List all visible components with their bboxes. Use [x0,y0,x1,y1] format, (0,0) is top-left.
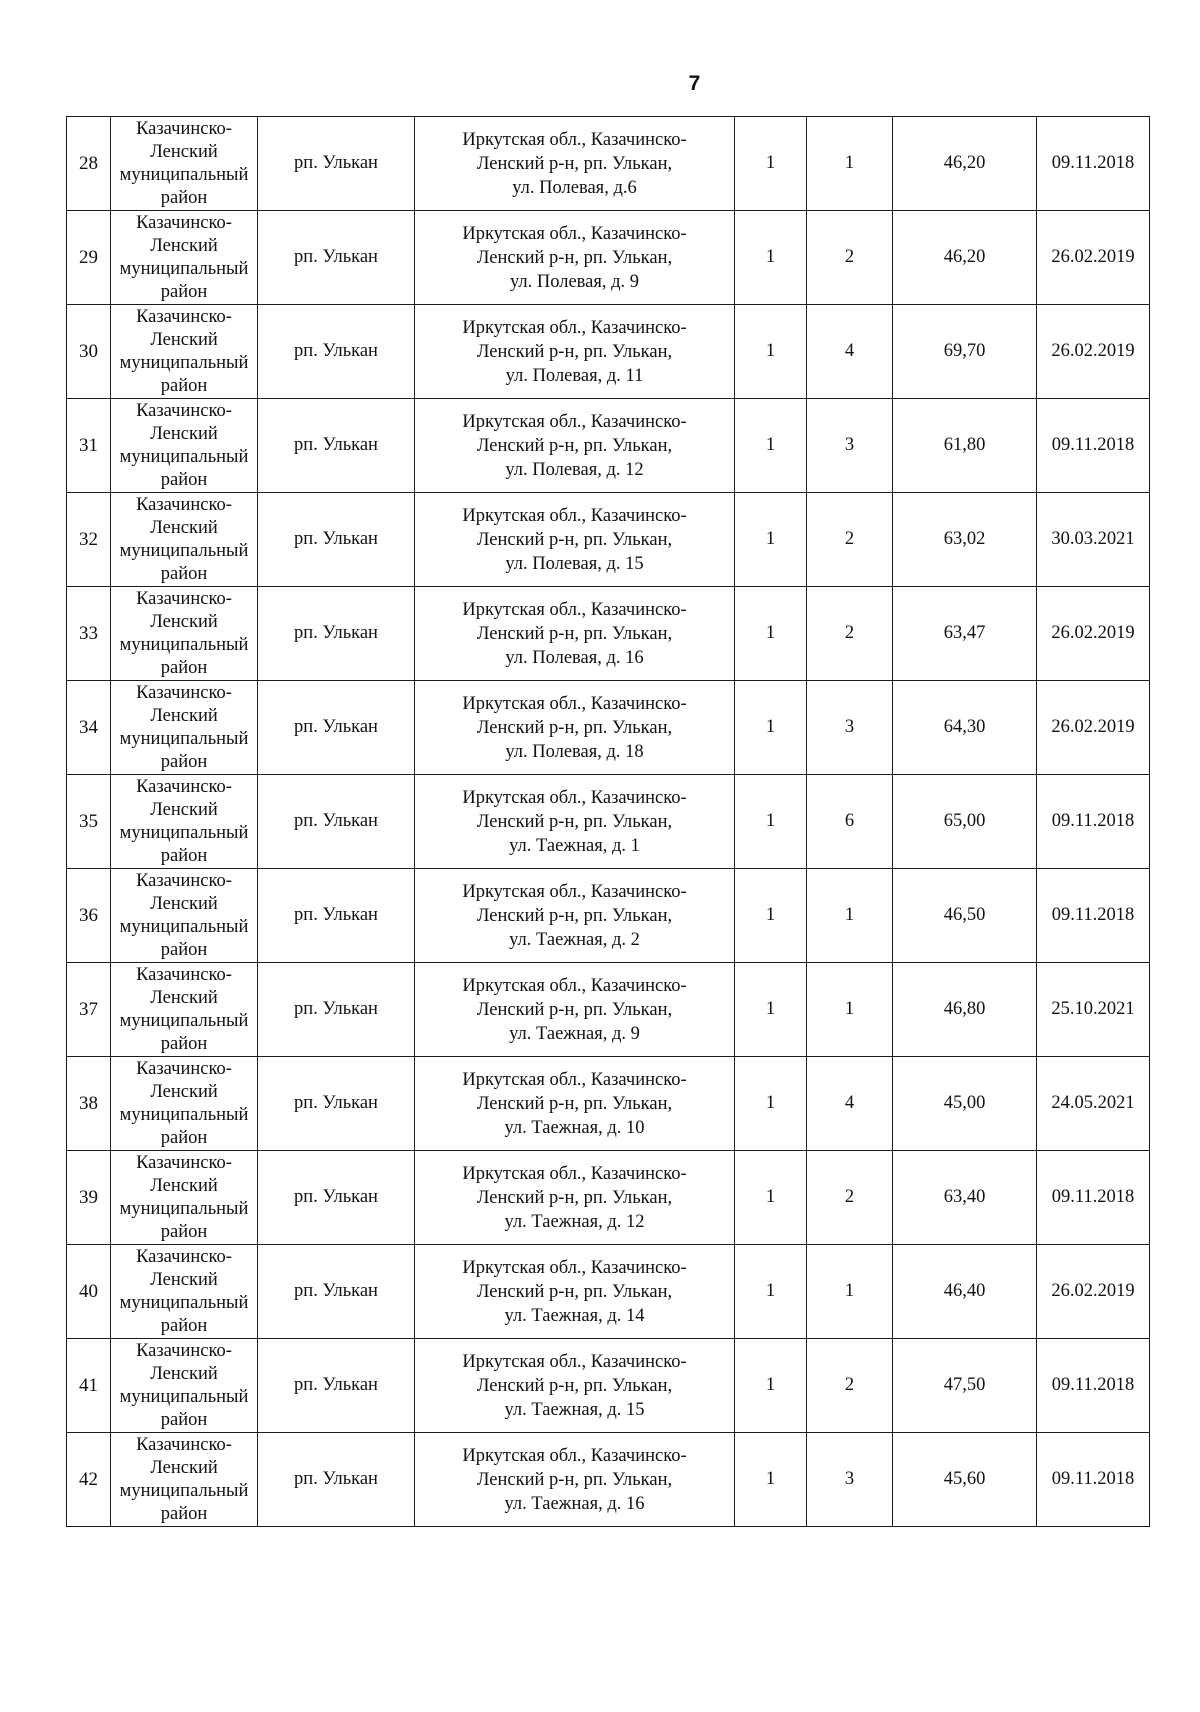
date-cell: 09.11.2018 [1037,117,1150,211]
district-line: Казачинско- [136,588,232,609]
count-cell: 1 [735,587,807,681]
district-line: Казачинско- [136,494,232,515]
rooms-cell: 6 [807,775,893,869]
district-line: район [160,375,208,396]
row-number-cell: 33 [67,587,111,681]
address-line: Ленский р-н, рп. Улькан, [476,717,673,738]
table-body [67,117,1150,1527]
date-cell: 26.02.2019 [1037,681,1150,775]
rooms-cell: 2 [807,493,893,587]
district-line: Ленский [150,141,218,162]
date-cell: 09.11.2018 [1037,1339,1150,1433]
address-line: ул. Таежная, д. 9 [509,1023,640,1044]
district-cell [111,1245,258,1339]
address-line: ул. Полевая, д. 18 [505,741,644,762]
address-line: Ленский р-н, рп. Улькан, [476,247,673,268]
area-cell: 64,30 [893,681,1037,775]
row-number-cell: 40 [67,1245,111,1339]
date-cell: 26.02.2019 [1037,305,1150,399]
district-line: муниципальный [119,1010,249,1031]
count-cell: 1 [735,775,807,869]
district-line: муниципальный [119,822,249,843]
settlement-cell: рп. Улькан [258,775,415,869]
address-line: Иркутская обл., Казачинско- [462,693,687,714]
area-cell: 46,40 [893,1245,1037,1339]
rooms-cell: 4 [807,305,893,399]
address-cell [415,399,735,493]
district-cell [111,1057,258,1151]
district-line: район [160,469,208,490]
table-row [67,1339,1150,1433]
address-line: Иркутская обл., Казачинско- [462,1351,687,1372]
district-line: район [160,563,208,584]
rooms-cell: 3 [807,399,893,493]
table-row [67,305,1150,399]
district-line: Казачинско- [136,306,232,327]
address-line: Ленский р-н, рп. Улькан, [476,1375,673,1396]
date-cell: 25.10.2021 [1037,963,1150,1057]
table-row [67,493,1150,587]
address-line: Ленский р-н, рп. Улькан, [476,811,673,832]
address-line: Ленский р-н, рп. Улькан, [476,999,673,1020]
address-line: Иркутская обл., Казачинско- [462,505,687,526]
district-line: Ленский [150,517,218,538]
count-cell: 1 [735,399,807,493]
district-line: муниципальный [119,1198,249,1219]
settlement-cell: рп. Улькан [258,211,415,305]
row-number-cell: 39 [67,1151,111,1245]
row-number-cell: 29 [67,211,111,305]
address-line: Иркутская обл., Казачинско- [462,881,687,902]
settlement-cell: рп. Улькан [258,305,415,399]
settlement-cell: рп. Улькан [258,681,415,775]
district-line: муниципальный [119,1292,249,1313]
settlement-cell: рп. Улькан [258,963,415,1057]
district-line: муниципальный [119,634,249,655]
district-line: муниципальный [119,728,249,749]
district-line: Казачинско- [136,1058,232,1079]
row-number-cell: 37 [67,963,111,1057]
count-cell: 1 [735,1057,807,1151]
date-cell: 24.05.2021 [1037,1057,1150,1151]
district-line: Ленский [150,423,218,444]
settlement-cell: рп. Улькан [258,869,415,963]
count-cell: 1 [735,117,807,211]
count-cell: 1 [735,493,807,587]
district-line: муниципальный [119,258,249,279]
area-cell: 69,70 [893,305,1037,399]
district-line: муниципальный [119,1386,249,1407]
page-number: 7 [688,72,702,95]
district-cell [111,869,258,963]
date-cell: 09.11.2018 [1037,399,1150,493]
rooms-cell: 2 [807,1339,893,1433]
date-cell: 26.02.2019 [1037,1245,1150,1339]
district-line: Ленский [150,1269,218,1290]
settlement-cell: рп. Улькан [258,1151,415,1245]
district-line: Ленский [150,1363,218,1384]
district-line: Казачинско- [136,400,232,421]
address-line: Ленский р-н, рп. Улькан, [476,529,673,550]
rooms-cell: 1 [807,869,893,963]
table-row [67,681,1150,775]
address-line: ул. Полевая, д. 9 [509,271,640,292]
address-line: Ленский р-н, рп. Улькан, [476,905,673,926]
address-cell [415,1057,735,1151]
rooms-cell: 3 [807,681,893,775]
district-cell [111,1151,258,1245]
address-line: Иркутская обл., Казачинско- [462,1445,687,1466]
date-cell: 26.02.2019 [1037,587,1150,681]
area-cell: 45,60 [893,1433,1037,1527]
area-cell: 46,20 [893,117,1037,211]
address-line: ул. Полевая, д. 15 [505,553,644,574]
settlement-cell: рп. Улькан [258,1339,415,1433]
address-line: Иркутская обл., Казачинско- [462,599,687,620]
district-cell [111,117,258,211]
district-line: Ленский [150,1457,218,1478]
count-cell: 1 [735,963,807,1057]
address-line: Ленский р-н, рп. Улькан, [476,153,673,174]
count-cell: 1 [735,1433,807,1527]
address-line: Иркутская обл., Казачинско- [462,787,687,808]
area-cell: 63,47 [893,587,1037,681]
address-line: ул. Полевая, д. 12 [505,459,644,480]
address-cell [415,1245,735,1339]
district-cell [111,399,258,493]
row-number-cell: 35 [67,775,111,869]
address-cell [415,587,735,681]
count-cell: 1 [735,681,807,775]
address-line: Ленский р-н, рп. Улькан, [476,1469,673,1490]
address-line: ул. Таежная, д. 1 [509,835,640,856]
address-cell [415,963,735,1057]
address-line: ул. Таежная, д. 10 [504,1117,645,1138]
row-number-cell: 31 [67,399,111,493]
address-line: Ленский р-н, рп. Улькан, [476,623,673,644]
row-number-cell: 28 [67,117,111,211]
rooms-cell: 2 [807,587,893,681]
row-number-cell: 34 [67,681,111,775]
district-line: Казачинско- [136,964,232,985]
settlement-cell: рп. Улькан [258,399,415,493]
date-cell: 09.11.2018 [1037,1433,1150,1527]
area-cell: 46,80 [893,963,1037,1057]
district-line: район [160,281,208,302]
settlement-cell: рп. Улькан [258,587,415,681]
district-line: район [160,1033,208,1054]
count-cell: 1 [735,1151,807,1245]
district-line: район [160,1503,208,1524]
table-row [67,869,1150,963]
address-line: ул. Таежная, д. 15 [504,1399,645,1420]
rooms-cell: 1 [807,117,893,211]
address-line: Иркутская обл., Казачинско- [462,1257,687,1278]
address-line: Ленский р-н, рп. Улькан, [476,435,673,456]
count-cell: 1 [735,869,807,963]
district-line: Ленский [150,1081,218,1102]
district-cell [111,1339,258,1433]
table-row [67,1057,1150,1151]
district-line: район [160,1409,208,1430]
date-cell: 26.02.2019 [1037,211,1150,305]
district-cell [111,1433,258,1527]
area-cell: 65,00 [893,775,1037,869]
row-number-cell: 42 [67,1433,111,1527]
district-line: муниципальный [119,1104,249,1125]
address-line: Иркутская обл., Казачинско- [462,975,687,996]
district-line: муниципальный [119,916,249,937]
settlement-cell: рп. Улькан [258,1245,415,1339]
district-line: Казачинско- [136,1434,232,1455]
row-number-cell: 41 [67,1339,111,1433]
district-line: район [160,939,208,960]
district-line: муниципальный [119,540,249,561]
district-line: муниципальный [119,446,249,467]
rooms-cell: 2 [807,211,893,305]
address-line: Ленский р-н, рп. Улькан, [476,1187,673,1208]
rooms-cell: 2 [807,1151,893,1245]
address-cell [415,1151,735,1245]
district-cell [111,211,258,305]
rooms-cell: 1 [807,963,893,1057]
address-line: Иркутская обл., Казачинско- [462,411,687,432]
district-cell [111,493,258,587]
count-cell: 1 [735,1245,807,1339]
address-line: Ленский р-н, рп. Улькан, [476,1281,673,1302]
settlement-cell: рп. Улькан [258,1057,415,1151]
count-cell: 1 [735,1339,807,1433]
address-cell [415,493,735,587]
district-line: муниципальный [119,164,249,185]
district-line: Казачинско- [136,682,232,703]
address-line: ул. Таежная, д. 12 [504,1211,645,1232]
table-row [67,1245,1150,1339]
address-line: Ленский р-н, рп. Улькан, [476,341,673,362]
address-cell [415,1339,735,1433]
table-row [67,211,1150,305]
area-cell: 46,20 [893,211,1037,305]
district-line: Казачинско- [136,212,232,233]
count-cell: 1 [735,305,807,399]
district-line: Ленский [150,235,218,256]
settlement-cell: рп. Улькан [258,493,415,587]
district-line: Ленский [150,1175,218,1196]
district-line: район [160,1127,208,1148]
district-line: район [160,187,208,208]
row-number-cell: 36 [67,869,111,963]
district-line: Ленский [150,987,218,1008]
address-line: ул. Полевая, д. 16 [505,647,644,668]
area-cell: 63,40 [893,1151,1037,1245]
date-cell: 09.11.2018 [1037,1151,1150,1245]
table-row [67,117,1150,211]
district-line: муниципальный [119,1480,249,1501]
rooms-cell: 4 [807,1057,893,1151]
address-line: Иркутская обл., Казачинско- [462,1069,687,1090]
table-row [67,963,1150,1057]
count-cell: 1 [735,211,807,305]
address-line: ул. Таежная, д. 16 [504,1493,645,1514]
address-cell [415,117,735,211]
district-line: Ленский [150,329,218,350]
district-line: Казачинско- [136,1246,232,1267]
district-line: Ленский [150,611,218,632]
rooms-cell: 1 [807,1245,893,1339]
row-number-cell: 38 [67,1057,111,1151]
district-cell [111,305,258,399]
housing-table [66,116,1150,1527]
district-line: район [160,1315,208,1336]
address-line: ул. Полевая, д.6 [512,177,637,198]
area-cell: 45,00 [893,1057,1037,1151]
settlement-cell: рп. Улькан [258,1433,415,1527]
date-cell: 09.11.2018 [1037,775,1150,869]
district-line: Казачинско- [136,1340,232,1361]
district-line: Казачинско- [136,118,232,139]
address-line: Ленский р-н, рп. Улькан, [476,1093,673,1114]
address-line: ул. Таежная, д. 2 [509,929,640,950]
area-cell: 46,50 [893,869,1037,963]
district-line: район [160,1221,208,1242]
district-cell [111,775,258,869]
address-cell [415,1433,735,1527]
address-line: Иркутская обл., Казачинско- [462,223,687,244]
address-line: Иркутская обл., Казачинско- [462,129,687,150]
settlement-cell: рп. Улькан [258,117,415,211]
address-cell [415,775,735,869]
district-line: Ленский [150,893,218,914]
district-line: Казачинско- [136,1152,232,1173]
district-line: Ленский [150,799,218,820]
district-cell [111,587,258,681]
rooms-cell: 3 [807,1433,893,1527]
table-row [67,1151,1150,1245]
address-cell [415,681,735,775]
district-line: Ленский [150,705,218,726]
district-line: район [160,751,208,772]
district-line: район [160,657,208,678]
address-line: ул. Полевая, д. 11 [505,365,644,386]
table-row [67,1433,1150,1527]
district-cell [111,963,258,1057]
address-line: Иркутская обл., Казачинско- [462,317,687,338]
address-line: ул. Таежная, д. 14 [504,1305,645,1326]
date-cell: 30.03.2021 [1037,493,1150,587]
district-line: Казачинско- [136,776,232,797]
address-cell [415,211,735,305]
row-number-cell: 30 [67,305,111,399]
district-cell [111,681,258,775]
row-number-cell: 32 [67,493,111,587]
district-line: Казачинско- [136,870,232,891]
address-cell [415,869,735,963]
address-line: Иркутская обл., Казачинско- [462,1163,687,1184]
table-row [67,399,1150,493]
table-row [67,587,1150,681]
area-cell: 63,02 [893,493,1037,587]
area-cell: 47,50 [893,1339,1037,1433]
table-row [67,775,1150,869]
district-line: муниципальный [119,352,249,373]
area-cell: 61,80 [893,399,1037,493]
district-line: район [160,845,208,866]
date-cell: 09.11.2018 [1037,869,1150,963]
address-cell [415,305,735,399]
